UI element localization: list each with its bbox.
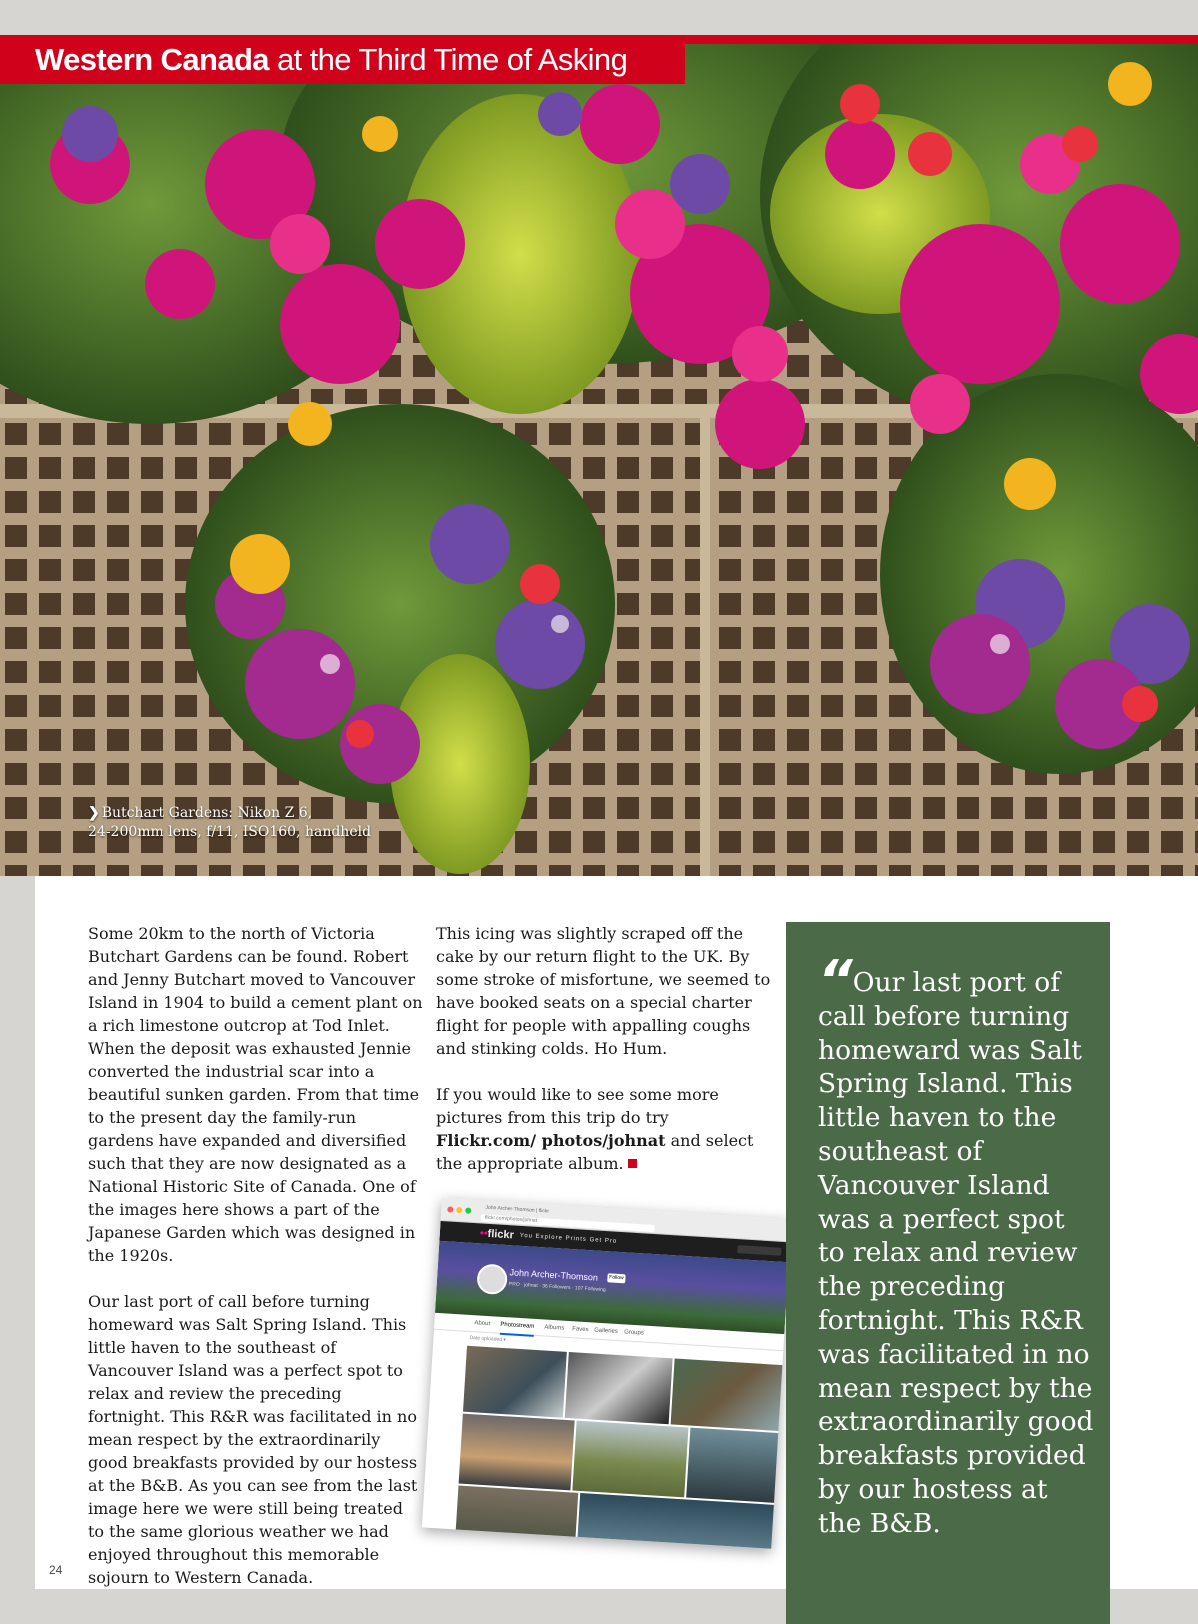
- quote-mark-icon: “: [818, 949, 849, 1012]
- flickr-logo: ••flickr: [479, 1227, 515, 1242]
- photo-caption: [88, 804, 371, 842]
- browser-tab-title: John Archer-Thomson | flickr: [485, 1204, 550, 1215]
- tab-albums: Albums: [544, 1324, 565, 1332]
- avatar: [476, 1263, 508, 1295]
- tab-faves: Faves: [572, 1326, 589, 1334]
- close-dot-icon: [447, 1206, 453, 1212]
- flickr-nav-items: You Explore Prints Get Pro: [519, 1232, 618, 1245]
- article-column-2: [436, 922, 771, 1175]
- article-paragraph: Some 20km to the north of Victoria Butchart Gardens can be found. Robert and Jenny Butchart moved to Vancouver Island in 1904 to build a cement plant on a rich limestone outcrop at Tod Inlet. When the deposit was exhausted Jennie converted the industrial scar into a beautiful sunken garden. From that time to the present day the family-run gardens have expanded and diversified such that they are now designated as a National Historic Site of Canada. One of the images here shows a part of the Japanese Garden which was designed in the 1920s.: [88, 924, 423, 1265]
- end-mark-icon: [628, 1159, 637, 1168]
- tab-galleries: Galleries: [594, 1327, 619, 1335]
- photo-thumbnail: [565, 1352, 673, 1424]
- title-bold: Western Canada: [35, 42, 269, 77]
- hero-photo-butchart-gardens: [0, 44, 1198, 876]
- flickr-screenshot: [422, 1198, 791, 1549]
- pull-quote-text: Our last port of call before turning homeward was Salt Spring Island. This little haven to the southeast of Vancouver Island was a perfect spot to relax and review the preceding fortnight. This R&R was facilitated in no mean respect by the extraordinarily good breakfasts provided by our hostess at the B&B.: [818, 967, 1094, 1539]
- caption-line-1: Butchart Gardens: Nikon Z 6,: [101, 805, 313, 821]
- follow-button: Follow: [607, 1273, 626, 1283]
- page-number: 24: [49, 1563, 63, 1577]
- article-title: [0, 35, 685, 84]
- title-rest: at the Third Time of Asking: [268, 42, 628, 77]
- article-paragraph: Our last port of call before turning homeward was Salt Spring Island. This little haven to the southeast of Vancouver Island was a perfect spot to relax and review the preceding fortnight. This R&R was facilitated in no mean respect by the extraordinarily good breakfasts provided by our hostess at the B&B. As you can see from the last image here we were still being treated to the same glorious weather we had enjoyed throughout this memorable sojourn to Western Canada.: [88, 1292, 418, 1587]
- pull-quote: [818, 949, 1098, 1541]
- photo-thumbnail: [686, 1428, 780, 1503]
- photo-thumbnail: [671, 1359, 785, 1432]
- flower-illustration: [0, 44, 1198, 876]
- search-input: [737, 1245, 781, 1256]
- profile-name: John Archer-Thomson: [509, 1267, 599, 1283]
- article-paragraph: If you would like to see some more pictures from this trip do try Flickr.com/ photos/johnat and select the appropriate album.: [436, 1085, 754, 1173]
- article-paragraph: This icing was slightly scraped off the cake by our return flight to the UK. By some stroke of misfortune, we seemed to have booked seats on a special charter flight for people with appalling coughs and stinking colds. Ho Hum.: [436, 924, 771, 1058]
- tab-groups: Groups: [623, 1329, 644, 1337]
- photo-thumbnail: [463, 1346, 567, 1418]
- tab-about: About: [474, 1320, 491, 1328]
- browser-url: flickr.com/photos/johnat: [481, 1214, 655, 1232]
- minimize-dot-icon: [456, 1207, 462, 1213]
- tab-photostream: Photostream: [500, 1317, 535, 1337]
- maximize-dot-icon: [465, 1207, 471, 1213]
- photo-thumbnail: [459, 1414, 575, 1491]
- flickr-link[interactable]: Flickr.com/ photos/johnat: [436, 1131, 666, 1150]
- caption-arrow-icon: ❯: [88, 805, 100, 821]
- photo-thumbnail: [572, 1421, 688, 1498]
- caption-line-2: 24-200mm lens, f/11, ISO160, handheld: [88, 824, 372, 840]
- profile-stats: PRO · johnat · 36 Followers · 107 Following: [508, 1281, 606, 1294]
- flickr-sort: Date uploaded ▾: [469, 1334, 507, 1344]
- photo-grid: [422, 1342, 783, 1549]
- article-column-1: [88, 922, 423, 1589]
